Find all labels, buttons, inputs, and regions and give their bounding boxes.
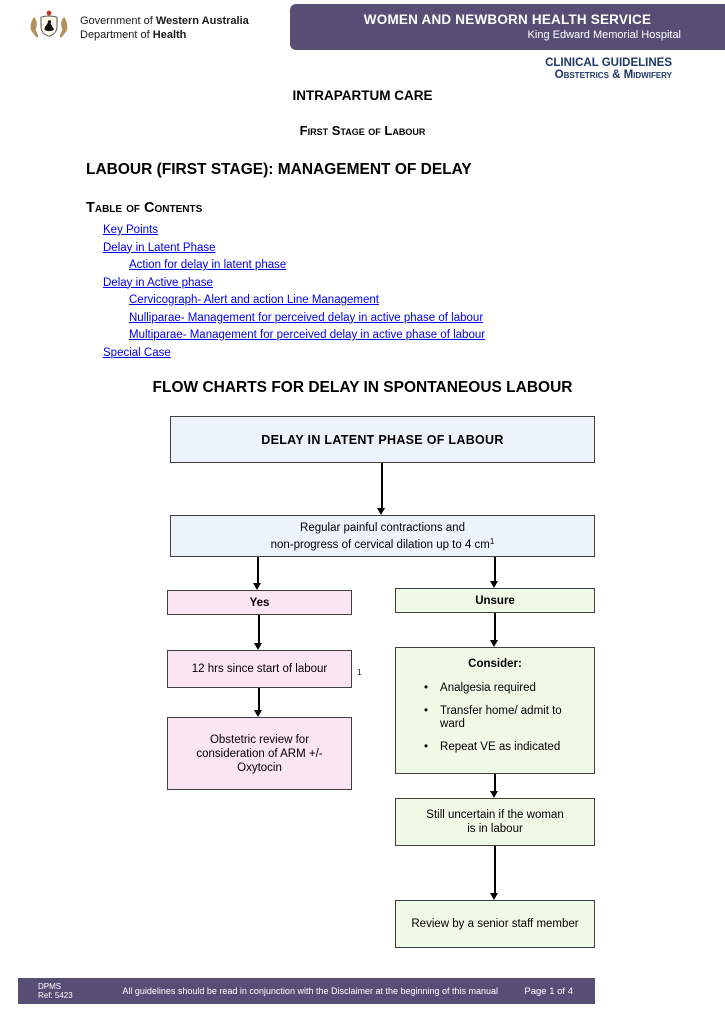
clinical-guidelines-label: CLINICAL GUIDELINES [545,57,672,69]
toc-link-delay-latent-phase[interactable]: Delay in Latent Phase [103,241,216,254]
flow-box-yes-label: Yes [249,596,270,609]
footer-bar [18,978,595,1004]
flow-box-senior-review [395,900,595,948]
section-subtitle: First Stage of Labour [299,123,426,138]
flow-arrow-down [257,557,259,584]
flow-box-still-uncertain-label: Still uncertain if the woman is in labour [426,809,564,835]
flow-box-still-uncertain [395,798,595,846]
flow-box-12hrs-label: 12 hrs since start of labour [191,663,328,675]
toc-link-special-case[interactable]: Special Case [103,346,171,359]
flow-arrow-down [494,557,496,582]
flow-box-contractions [170,515,595,557]
flow-arrow-down [258,615,260,644]
page-number: Page 1 of 4 [524,985,573,997]
flow-box-unsure-label: Unsure [475,594,515,607]
toc-link-action-delay-latent[interactable]: Action for delay in latent phase [129,259,287,271]
flow-box-obstetric-review-label: Obstetric review for consideration of ARM +/- Oxytocin [196,733,323,774]
toc-link-key-points[interactable]: Key Points [103,224,158,236]
obstetrics-midwifery-label: Obstetrics & Midwifery [554,69,672,81]
flow-arrow-down [494,774,496,792]
flow-box-12hrs [167,650,352,688]
flow-arrow-down [258,688,260,711]
flow-arrow-down [494,846,496,894]
flow-box-consider [395,647,595,774]
flow-box-yes [167,590,352,615]
flow-box-consider-title: Consider: [468,658,522,670]
section-title: INTRAPARTUM CARE [292,88,433,103]
flow-box-obstetric-review [167,717,352,790]
consider-bullet-analgesia: • Analgesia required [418,682,584,696]
toc-link-nulliparae[interactable]: Nulliparae- Management for perceived delay in active phase of labour [129,311,484,324]
toc-heading: Table of Contents [86,200,203,216]
service-banner-subtitle: King Edward Memorial Hospital [527,29,681,41]
flow-box-contractions-line1: Regular painful contractions and [300,521,465,534]
flow-box-delay-latent [170,416,595,463]
footnote-marker: 1 [357,668,362,677]
page-title: LABOUR (FIRST STAGE): MANAGEMENT OF DELAY [86,161,472,178]
toc-link-delay-active-phase[interactable]: Delay in Active phase [103,276,213,289]
flow-arrow-down [381,463,383,509]
consider-bullet-transfer: • Transfer home/ admit to ward [418,705,584,732]
consider-bullet-repeat-ve: • Repeat VE as indicated [418,741,584,755]
flowchart-heading: FLOW CHARTS FOR DELAY IN SPONTANEOUS LABOUR [152,379,573,396]
flow-box-senior-review-label: Review by a senior staff member [411,918,579,930]
footer-disclaimer: All guidelines should be read in conjunction with the Disclaimer at the beginning of this manual [122,986,499,996]
toc-link-multiparae[interactable]: Multiparae- Management for perceived delay in active phase of labour [129,329,486,341]
flow-box-contractions-line2: non-progress of cervical dilation up to 4 $cm^1$ [270,536,495,551]
service-banner-title: WOMEN AND NEWBORN HEALTH SERVICE [363,12,652,27]
flow-box-unsure [395,588,595,613]
flow-box-delay-latent-label: DELAY IN LATENT PHASE OF LABOUR [261,432,504,447]
toc-link-cervicograph[interactable]: Cervicograph- Alert and action Line Management [129,294,379,306]
flow-arrow-down [494,613,496,641]
gov-line-1: Government of Western Australia [80,15,249,27]
footnote-marker: 1 [489,536,495,546]
gov-line-2: Department of Health [80,29,187,41]
dpms-reference: DPMS Ref: 5423 [38,981,73,1000]
